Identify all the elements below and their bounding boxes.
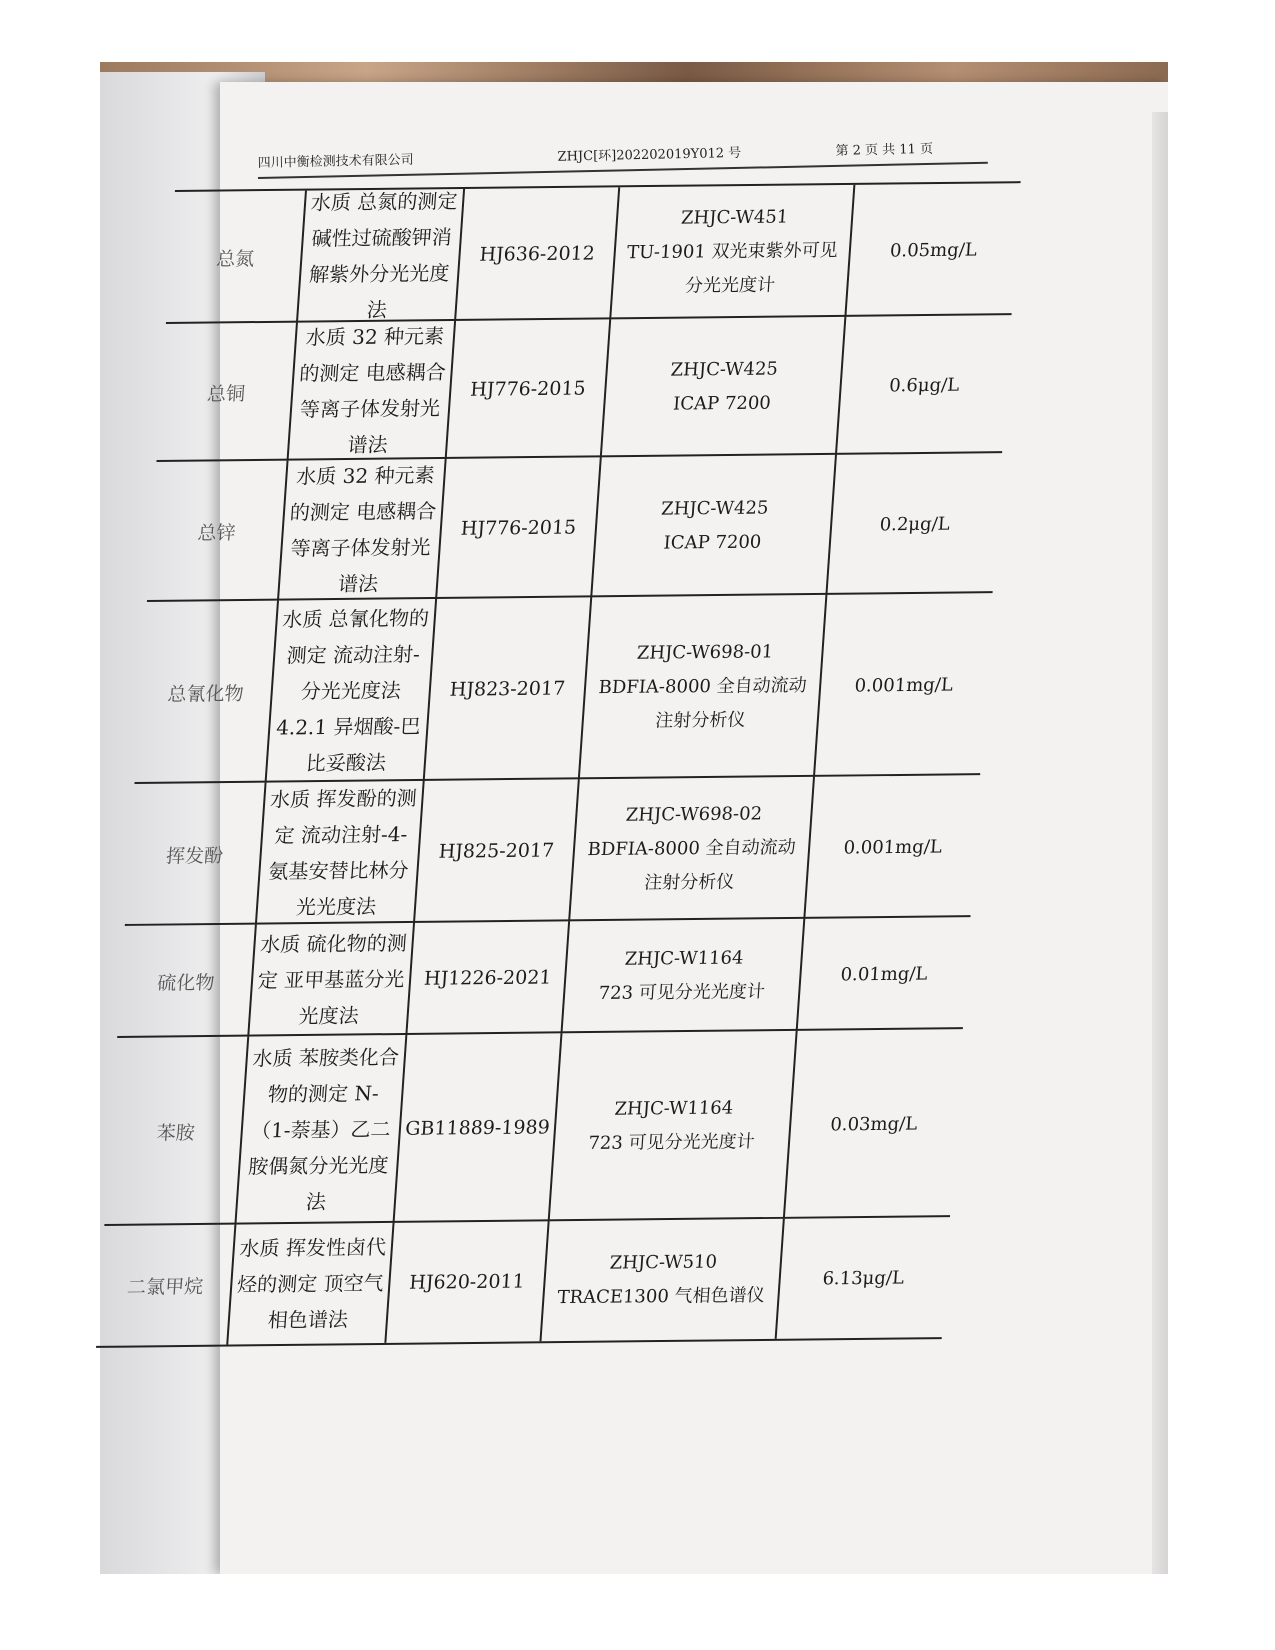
instrument-cell: [562, 919, 805, 1033]
detection-limit: 0.2μg/L: [879, 513, 951, 535]
method-text: 水质 挥发性卤代烃的测定 顶空气相色谱法: [226, 1223, 394, 1345]
instrument-name: ICAP 7200: [662, 531, 762, 554]
table-row: [147, 451, 1002, 602]
item-name: 总氮: [215, 247, 256, 271]
page-number: 第 2 页 共 11 页: [835, 141, 934, 159]
instrument-name: 723 可见分光光度计: [587, 1131, 756, 1154]
instrument-id: ZHJC-W425: [669, 358, 779, 381]
instrument-id: ZHJC-W1164: [624, 947, 745, 970]
instrument-id: ZHJC-W698-02: [625, 803, 763, 826]
instrument-name: ICAP 7200: [672, 392, 772, 415]
method-text: 水质 32 种元素的测定 电感耦合等离子体发射光谱法: [287, 321, 457, 461]
method-text: 水质 总氮的测定 碱性过硫酸钾消解紫外分光光度法: [296, 189, 465, 323]
method-text: 水质 32 种元素的测定 电感耦合等离子体发射光谱法: [277, 459, 447, 601]
instrument-id: ZHJC-W1164: [613, 1097, 734, 1120]
instrument-id: ZHJC-W510: [609, 1251, 718, 1274]
instrument-name: BDFIA-8000 全自动流动注射分析仪: [586, 836, 797, 894]
standard-code: HJ636-2012: [456, 187, 620, 321]
detection-limit: 0.001mg/L: [842, 835, 943, 858]
standard-code: HJ1226-2021: [407, 921, 570, 1035]
detection-method-table: [95, 181, 1020, 1360]
instrument-cell: [580, 595, 828, 779]
item-name: 挥发酚: [165, 844, 224, 868]
standard-code: HJ776-2015: [447, 319, 612, 459]
instrument-id: ZHJC-W698-01: [636, 641, 774, 664]
detection-limit: 0.6μg/L: [888, 374, 960, 396]
standard-code: GB11889-1989: [395, 1033, 563, 1223]
table-row: [134, 591, 992, 784]
detection-limit: 0.01mg/L: [839, 963, 929, 985]
table-row: [125, 773, 980, 926]
company-name: 四川中衡检测技术有限公司: [257, 152, 414, 172]
table-row: [96, 1215, 950, 1348]
instrument-id: ZHJC-W451: [680, 206, 789, 229]
method-text: 水质 总氰化物的测定 流动注射-分光光度法 4.2.1 异烟酸-巴比妥酸法: [265, 599, 438, 783]
table-row: [166, 181, 1021, 324]
detection-limit: 6.13μg/L: [821, 1267, 905, 1289]
standard-code: HJ825-2017: [415, 779, 580, 923]
instrument-cell: [611, 185, 855, 319]
page-stack-edge: [1152, 112, 1168, 1574]
table-row: [117, 915, 970, 1038]
instrument-id: ZHJC-W425: [660, 497, 770, 520]
detection-limit: 0.03mg/L: [829, 1113, 918, 1135]
item-name: 二氯甲烷: [126, 1275, 204, 1299]
item-name: 总氰化物: [166, 682, 245, 706]
table-row: [104, 1027, 963, 1226]
instrument-cell: [602, 317, 847, 457]
method-text: 水质 硫化物的测定 亚甲基蓝分光光度法: [247, 923, 415, 1037]
instrument-cell: [550, 1031, 798, 1221]
method-text: 水质 苯胺类化合物的测定 N-（1-萘基）乙二胺偶氮分光光度法: [234, 1035, 407, 1225]
standard-code: HJ823-2017: [425, 597, 593, 781]
item-name: 总铜: [206, 382, 246, 406]
standard-code: HJ776-2015: [437, 457, 602, 599]
item-name: 硫化物: [156, 971, 216, 995]
item-name: 苯胺: [155, 1121, 196, 1144]
instrument-name: TU-1901 双光束紫外可见分光光度计: [626, 240, 839, 297]
standard-code: HJ620-2011: [386, 1221, 549, 1343]
instrument-cell: [592, 455, 837, 597]
detection-limit: 0.05mg/L: [889, 239, 978, 261]
instrument-name: BDFIA-8000 全自动流动注射分析仪: [597, 675, 808, 732]
item-name: 总锌: [196, 521, 237, 544]
detection-limit: 0.001mg/L: [853, 673, 954, 697]
table-row: [156, 313, 1011, 462]
report-code: ZHJC[环]202202019Y012 号: [557, 145, 742, 165]
instrument-cell: [541, 1219, 784, 1341]
method-text: 水质 挥发酚的测定 流动注射-4-氨基安替比林分光光度法: [255, 781, 425, 925]
instrument-name: 723 可见分光光度计: [597, 981, 766, 1004]
instrument-name: TRACE1300 气相色谱仪: [556, 1284, 766, 1309]
instrument-cell: [570, 777, 815, 921]
